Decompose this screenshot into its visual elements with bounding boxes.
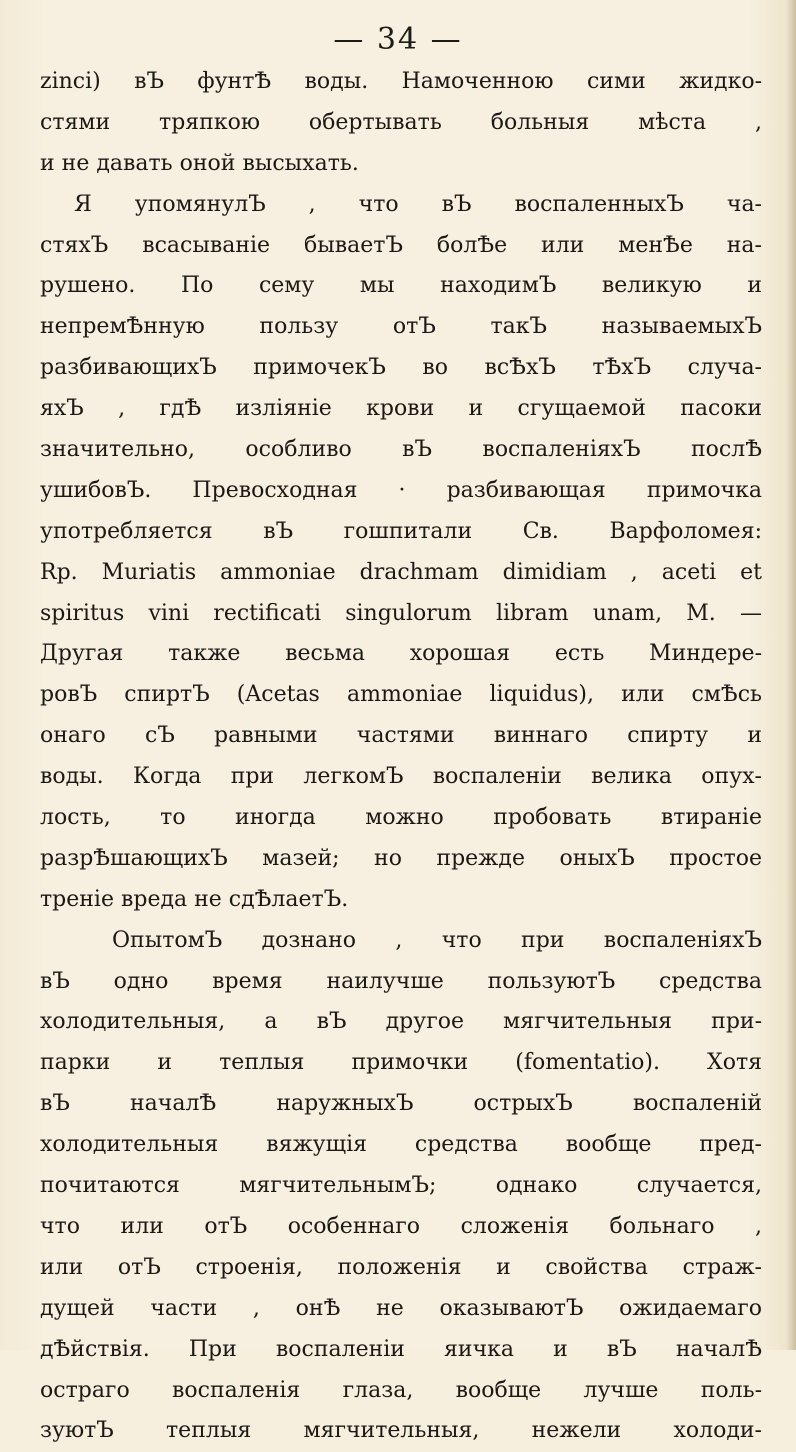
text-line: Rp. Muriatis ammoniae drachmam dimidiam , aceti et xyxy=(40,559,762,585)
text-line: и не давать оной высыхать. xyxy=(40,150,359,176)
text-line: лость, то иногда можно пробовать втираніе xyxy=(40,805,762,831)
text-line: парки и теплыя примочки (fomentatio). Хотя xyxy=(40,1050,762,1076)
text-line: разрѢшающихЪ мазей; но прежде оныхЪ простое xyxy=(40,845,762,871)
text-line: употребляется вЪ гошпитали Св. Варфоломея: xyxy=(40,518,762,544)
text-line: разбивающихЪ примочекЪ во всѢхЪ тѢхЪ случа- xyxy=(40,355,762,381)
text-line: почитаются мягчительнымЪ; однако случается, xyxy=(40,1173,762,1199)
text-line: ОпытомЪ дознано , что при воспаленіяхЪ xyxy=(112,927,762,953)
text-line: или отЪ строенія, положенія и свойства страж- xyxy=(40,1254,762,1280)
text-line: яхЪ , гдѢ изліяніе крови и сгущаемой пасоки xyxy=(40,396,762,422)
text-line: ушибовЪ. Превосходная · разбивающая примочка xyxy=(40,477,762,503)
text-line: онаго сЪ равными частями виннаго спирту и xyxy=(40,723,762,749)
text-line: Другая также весьма хорошая есть Миндере- xyxy=(40,641,762,667)
text-line: непремѢнную пользу отЪ такЪ называемыхЪ xyxy=(40,314,762,340)
text-line: холодительныя вяжущія средства вообще пред- xyxy=(40,1132,762,1158)
text-line: вЪ одно время наилучше пользуютЪ средства xyxy=(40,968,762,994)
text-line: остраго воспаленія глаза, вообще лучше поль- xyxy=(40,1377,762,1403)
text-line: стями тряпкою обертывать больныя мѣста , xyxy=(40,109,762,135)
page-edge xyxy=(786,0,796,1350)
text-line: дущей части , онѢ не оказываютЪ ожидаемаго xyxy=(40,1295,762,1321)
text-line: воды. Когда при легкомЪ воспаленіи велика опух- xyxy=(40,764,762,790)
text-line: зуютЪ теплыя мягчительныя, нежели холоди- xyxy=(40,1418,762,1444)
text-line: ровЪ спиртЪ (Acetas ammoniae liquidus), или смѢсь xyxy=(40,682,762,708)
text-line: дѢйствія. При воспаленіи яичка и вЪ началѢ xyxy=(40,1336,762,1362)
text-line: вЪ началѢ наружныхЪ острыхЪ воспаленій xyxy=(40,1091,762,1117)
page-number: — 34 — xyxy=(333,22,463,57)
text-line: треніе вреда не сдѢлаетЪ. xyxy=(40,886,349,912)
text-line: значительно, особливо вЪ воспаленіяхЪ послѢ xyxy=(40,437,762,463)
text-line: холодительныя, а вЪ другое мягчительныя при- xyxy=(40,1009,762,1035)
text-line: Я упомянулЪ , что вЪ воспаленныхЪ ча- xyxy=(74,191,762,217)
text-line: стяхЪ всасываніе бываетЪ болѢе или менѢе на- xyxy=(40,232,762,258)
text-line: рушено. По сему мы находимЪ великую и xyxy=(40,273,762,299)
text-line: zinci) вЪ фунтѢ воды. Намоченною сими жидко- xyxy=(40,69,762,94)
text-line: что или отЪ особеннаго сложенія больнаго , xyxy=(40,1213,762,1239)
text-line: spiritus vini rectificati singulorum libram unam, M. — xyxy=(40,600,762,626)
body-text xyxy=(40,62,762,1452)
